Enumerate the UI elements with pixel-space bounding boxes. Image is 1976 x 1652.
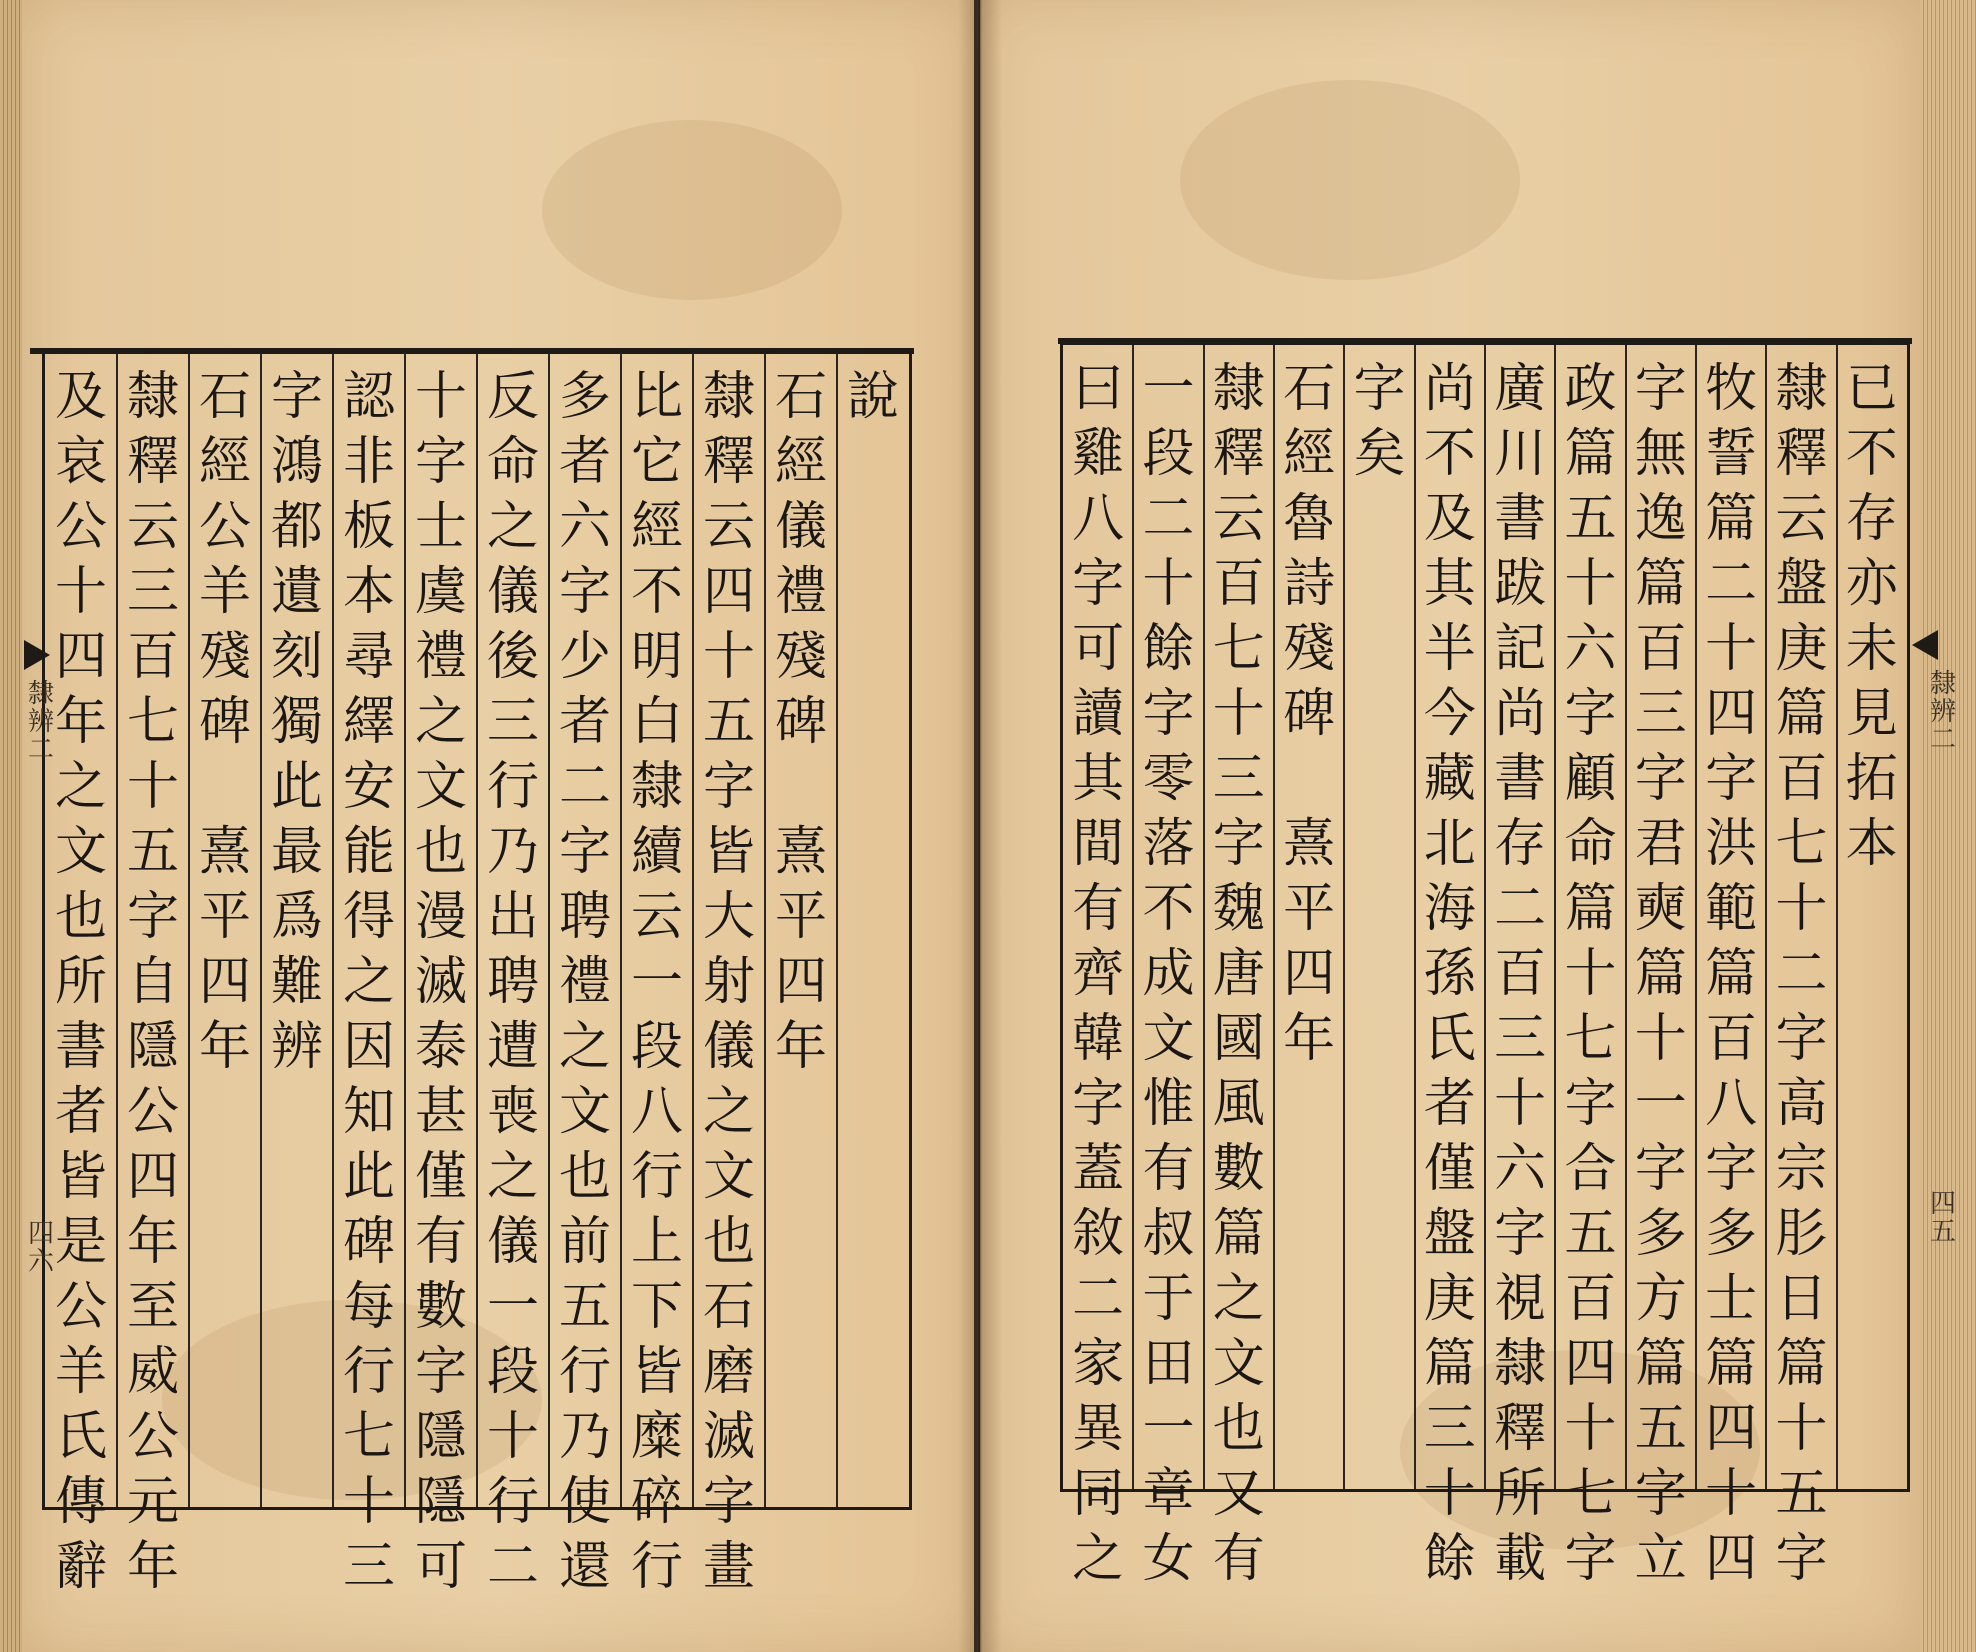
- left-text-column: 說: [846, 367, 899, 427]
- right-margin-page-number: 四五: [1929, 1189, 1956, 1247]
- right-text-column: 牧 誓 篇 二 十 四 字 洪 範 篇 百 八 字 多 士 篇 四 十 四: [1705, 359, 1758, 1589]
- left-text-column: 石 經 儀 禮 殘 碑 熹 平 四 年: [774, 367, 827, 1077]
- left-text-column: 及 哀 公 十 四 年 之 文 也 所 書 者 皆 是 公 羊 氏 傳 辭: [54, 367, 107, 1597]
- right-text-frame: [1060, 342, 1910, 1589]
- right-text-column: 曰 雞 八 字 可 讀 其 間 有 齊 韓 字 蓋 敘 二 家 異 同 之: [1072, 359, 1125, 1589]
- right-text-column: 一 段 二 十 餘 字 零 落 不 成 文 惟 有 叔 于 田 一 章 女: [1142, 359, 1195, 1589]
- left-text-column: 字 鴻 都 遺 刻 獨 此 最 爲 難 辨: [270, 367, 323, 1077]
- left-margin-page-number: 四六: [27, 1219, 54, 1277]
- right-text-column: 隸 釋 云 百 七 十 三 字 魏 唐 國 風 數 篇 之 文 也 又 有: [1212, 359, 1265, 1589]
- left-margin-title: 隸辨二: [27, 679, 54, 765]
- book-gutter: [958, 0, 1002, 1652]
- right-text-column: 字 無 逸 篇 百 三 字 君 奭 篇 十 一 字 多 方 篇 五 字 立: [1634, 359, 1687, 1589]
- right-text-column: 廣 川 書 跋 記 尚 書 存 二 百 三 十 六 字 視 隸 釋 所 載: [1494, 359, 1547, 1589]
- right-text-column: 石 經 魯 詩 殘 碑 熹 平 四 年: [1283, 359, 1336, 1069]
- right-text-column: 尚 不 及 其 半 今 藏 北 海 孫 氏 者 僅 盤 庚 篇 三 十 餘: [1423, 359, 1476, 1589]
- left-text-column: 比 它 經 不 明 白 隸 續 云 一 段 八 行 上 下 皆 糜 碎 行: [630, 367, 683, 1597]
- left-text-column: 反 命 之 儀 後 三 行 乃 出 聘 遭 喪 之 儀 一 段 十 行 二: [486, 367, 539, 1597]
- left-text-column: 十 字 士 虞 禮 之 文 也 漫 滅 泰 甚 僅 有 數 字 隱 隱 可: [414, 367, 467, 1597]
- left-text-column: 多 者 六 字 少 者 二 字 聘 禮 之 文 也 前 五 行 乃 使 還: [558, 367, 611, 1597]
- left-page-edges: [0, 0, 22, 1652]
- left-text-column: 認 非 板 本 尋 繹 安 能 得 之 因 知 此 碑 每 行 七 十 三: [342, 367, 395, 1597]
- left-text-column: 隸 釋 云 三 百 七 十 五 字 自 隱 公 四 年 至 威 公 元 年: [126, 367, 179, 1597]
- right-margin-title: 隸辨二: [1929, 669, 1956, 755]
- left-text-column: 石 經 公 羊 殘 碑 熹 平 四 年: [198, 367, 251, 1077]
- left-text-frame: [42, 350, 912, 1597]
- paper-stain: [1180, 80, 1520, 280]
- left-text-column: 隸 釋 云 四 十 五 字 皆 大 射 儀 之 文 也 石 磨 滅 字 畫: [702, 367, 755, 1597]
- right-page-edges: [1920, 0, 1976, 1652]
- right-text-column: 政 篇 五 十 六 字 顧 命 篇 十 七 字 合 五 百 四 十 七 字: [1564, 359, 1617, 1589]
- right-text-column: 字 矣: [1353, 359, 1406, 484]
- paper-stain: [542, 120, 842, 300]
- right-text-column: 隸 釋 云 盤 庚 篇 百 七 十 二 字 高 宗 肜 日 篇 十 五 字: [1775, 359, 1828, 1589]
- right-text-column: 已 不 存 亦 未 見 拓 本: [1845, 359, 1898, 874]
